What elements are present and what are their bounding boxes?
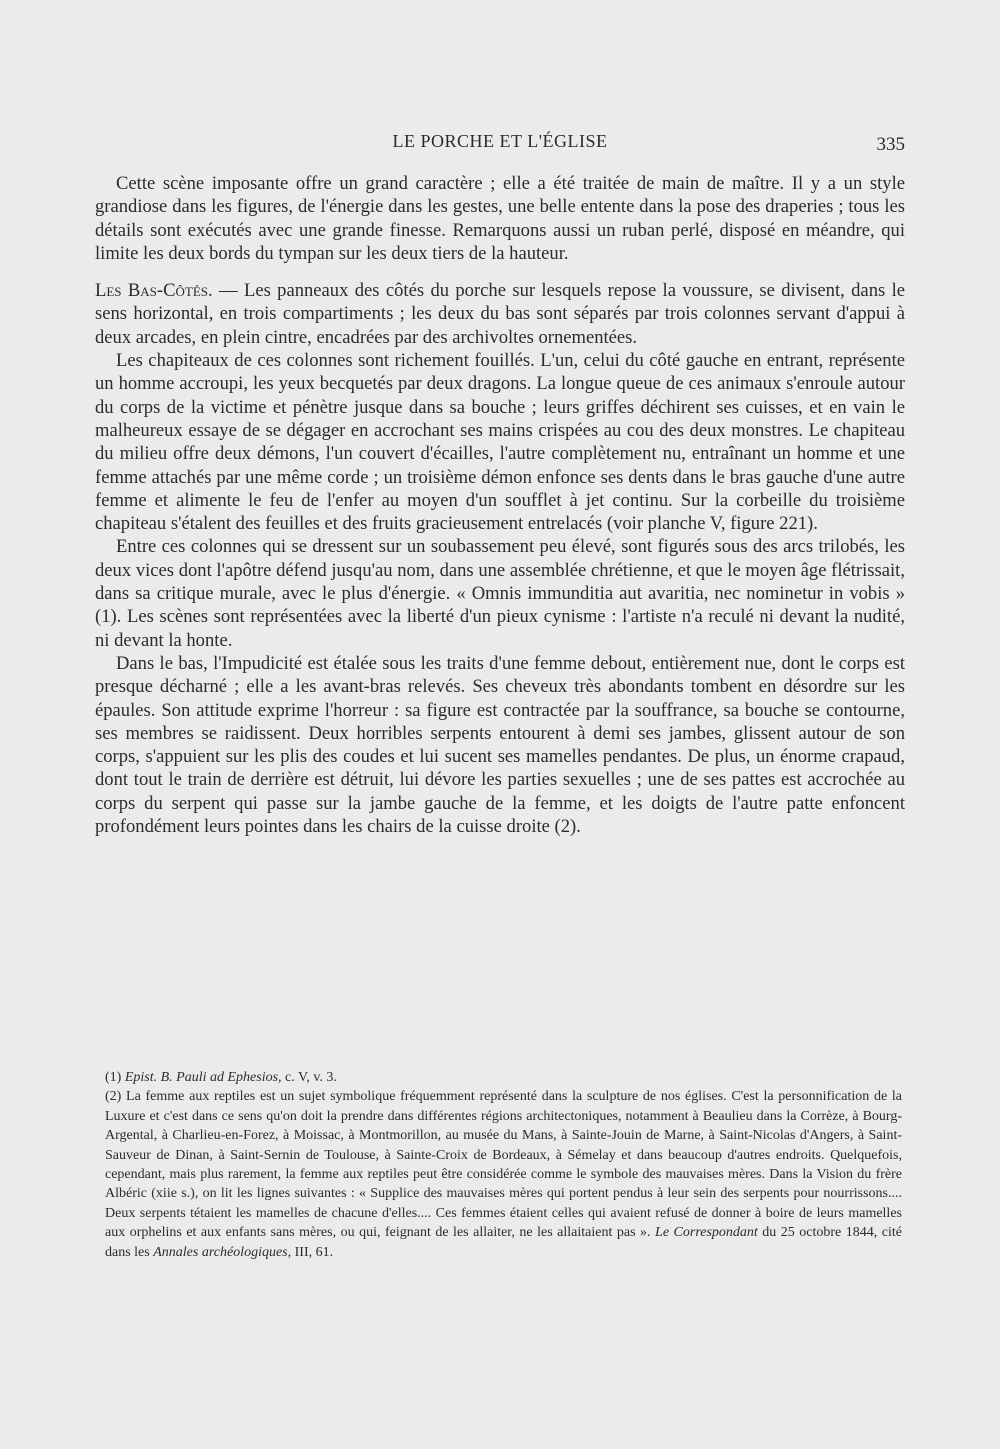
footnote-2-date: du 25 octobre 1844, cité dans les xyxy=(105,1225,902,1260)
footnotes xyxy=(105,1068,902,1262)
paragraph-bas-cotes-text: — Les panneaux des côtés du porche sur lesquels repose la voussure, se divisent, dans le sens horizontal, en trois compartiments ; les deux du bas sont séparés par trois colonnes servant d'appui à deux arcades, en plein cintre, encadrées par des archivoltes ornementées. xyxy=(95,280,905,348)
running-head xyxy=(95,131,905,155)
paragraph-chapiteaux: Les chapiteaux de ces colonnes sont richement fouillés. L'un, celui du côté gauche en entrant, représente un homme accroupi, les yeux becquetés par deux dragons. La longue queue de ces animaux s'enroule autour du corps de la victime et pénètre jusque dans sa bouche ; leurs griffes déchirent ses cuisses, et en vain le malheureux essaye de se dégager en accrochant ses mains crispées au cou des deux monstres. Le chapiteau du milieu offre deux démons, l'un couvert d'écailles, l'autre complètement nu, entraînant un homme et une femme attachés par une même corde ; un troisième démon enfonce ses dents dans le bras gauche d'une autre femme et alimente le feu de l'enfer au moyen d'un soufflet à jet continu. Sur la corbeille du troisième chapiteau s'étalent des feuilles et des fruits gracieusement entrelacés (voir planche V, figure 221). xyxy=(95,350,905,535)
paragraph-colonnes: Entre ces colonnes qui se dressent sur un soubassement peu élevé, sont figurés sous des arcs trilobés, les deux vices dont l'apôtre défend jusqu'au nom, dans une assemblée chrétienne, et que le moyen âge flétrissait, dans sa critique murale, avec le plus d'énergie. « Omnis immunditia aut avaritia, nec nominetur in vobis » (1). Les scènes sont représentées avec la liberté d'un pieux cynisme : l'artiste n'a reculé ni devant la nudité, ni devant la honte. xyxy=(95,536,905,651)
footnote-2 xyxy=(105,1087,902,1262)
footnote-2-journal: Le Correspondant xyxy=(655,1225,758,1241)
paragraph-bas-cotes xyxy=(95,279,905,349)
footnote-1-source: Epist. B. Pauli ad Ephesios, xyxy=(124,1070,282,1085)
footnote-2-annales: Annales archéologiques, xyxy=(153,1244,292,1260)
page-number: 335 xyxy=(876,134,905,155)
paragraph-impudicite: Dans le bas, l'Impudicité est étalée sous les traits d'une femme debout, entièrement nue, dont le corps est presque décharné ; elle a les avant-bras relevés. Ses cheveux très abondants tombent en désordre sur les épaules. Son attitude exprime l'horreur : sa figure est contractée par la souffrance, sa bouche se contourne, ses membres se raidissent. Deux horribles serpents entourent à demi ses jambes, glissent autour de son corps, s'appuient sur les plis des coudes et lui sucent ses mamelles pendantes. De plus, un énorme crapaud, dont tout le train de derrière est détruit, lui dévore les parties sexuelles ; une de ses pattes est accrochée au corps du serpent qui passe sur la jambe gauche de la femme, et les doigts de l'autre patte enfoncent profondément leurs pointes dans les chairs de la cuisse droite (2). xyxy=(95,652,905,838)
footnote-2-ref: III, 61. xyxy=(291,1244,334,1260)
running-title: LE PORCHE ET L'ÉGLISE xyxy=(392,131,608,151)
footnote-1-rest: c. V, v. 3. xyxy=(281,1070,337,1085)
paragraph-tympan: Cette scène imposante offre un grand caractère ; elle a été traitée de main de maître. Il y a un style grandiose dans les figures, de l'énergie dans les gestes, une belle entente dans la pose des draperies ; tous les détails sont exécutés avec une grande finesse. Remarquons aussi un ruban perlé, disposé en méandre, qui limite les deux bords du tympan sur les deux tiers de la hauteur. xyxy=(95,173,905,264)
footnote-1 xyxy=(105,1068,902,1087)
body-text xyxy=(95,172,905,838)
section-heading-bas-cotes: Les Bas-Côtés. xyxy=(95,280,213,302)
footnote-1-mark: (1) xyxy=(105,1070,125,1085)
footnote-2-text: (2) La femme aux reptiles est un sujet symbolique fréquemment représenté dans la sculpture de nos églises. C'est la personnification de la Luxure et c'est dans ce sens qu'on doit la prendre dans différentes régions architectoniques, notamment à Beaulieu dans la Corrèze, à Bourg-Argental, à Charlieu-en-Forez, à Moissac, à Montmorillon, au musée du Mans, à Sainte-Jouin de Marne, à Saint-Nicolas d'Angers, à Saint-Sauveur de Dinan, à Saint-Sernin de Toulouse, à Sainte-Croix de Bordeaux, à Sémelay et dans beaucoup d'autres endroits. Quelquefois, cependant, mais plus rarement, la femme aux reptiles peut être considérée comme le symbole des mauvaises mères. Dans la Vision du frère Albéric (xiie s.), on lit les lignes suivantes : « Supplice des mauvaises mères qui portent pendus à leur sein des serpents pour nourrissons.... Deux serpents tétaient les mamelles de chacune d'elles.... Ces femmes étaient celles qui avaient refusé de donner à boire de leurs mamelles aux orphelins et aux enfants sans mères, ou qui, feignant de les allaiter, ne les allaitaient pas ». xyxy=(105,1089,902,1241)
